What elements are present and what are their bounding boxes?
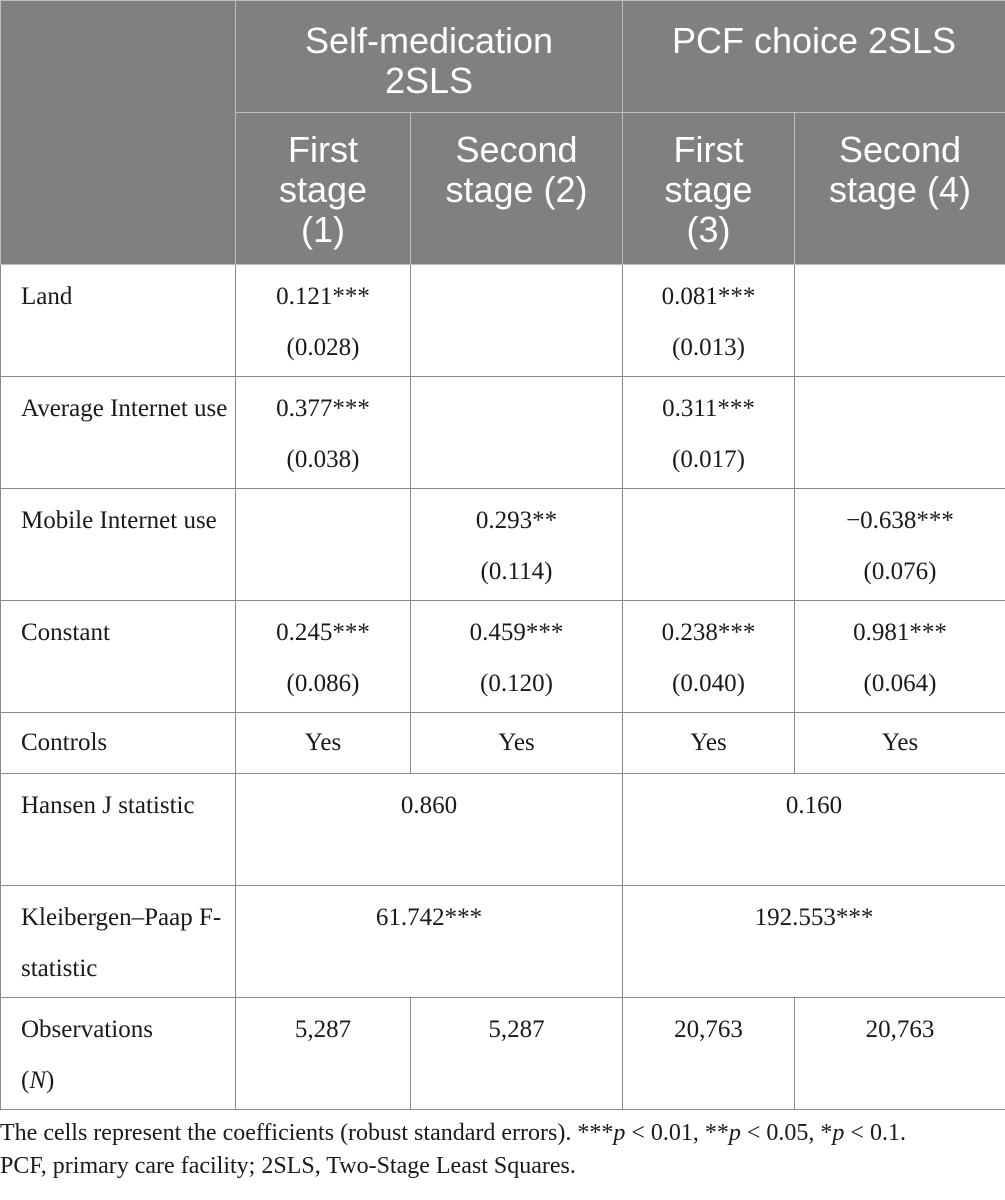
table-row-controls bbox=[1, 713, 1005, 774]
cell-constant-3 bbox=[623, 601, 795, 713]
coef: 0.238*** bbox=[661, 619, 756, 646]
std-error: (0.017) bbox=[672, 446, 745, 473]
table-row-observations bbox=[1, 998, 1005, 1110]
table-row-average-internet bbox=[1, 377, 1005, 489]
cell-controls-3: Yes bbox=[623, 713, 795, 774]
coef: 0.377*** bbox=[276, 395, 370, 422]
cell-obs-1: 5,287 bbox=[236, 998, 411, 1110]
std-error: (0.038) bbox=[286, 446, 360, 473]
coef: 0.459*** bbox=[469, 619, 564, 646]
cell-controls-2: Yes bbox=[411, 713, 623, 774]
cell-obs-2: 5,287 bbox=[411, 998, 623, 1110]
row-label-controls: Controls bbox=[1, 713, 236, 774]
cell-land-1 bbox=[236, 265, 411, 377]
std-error: (0.013) bbox=[672, 334, 745, 361]
header-self-medication bbox=[236, 1, 623, 113]
observations-n-label: (N) bbox=[21, 1067, 55, 1094]
table-row-kleibergen-paap bbox=[1, 886, 1005, 998]
coef: 0.293** bbox=[475, 507, 558, 534]
header-col-3 bbox=[623, 113, 795, 265]
header-col-1 bbox=[236, 113, 411, 265]
header-col-2-text: Second stage (2) bbox=[445, 129, 588, 210]
row-label-average-internet: Average Internet use bbox=[1, 377, 236, 489]
n-symbol: N bbox=[29, 1067, 47, 1094]
row-label-observations bbox=[1, 998, 236, 1110]
coef: 0.311*** bbox=[662, 395, 755, 422]
header-col-3-text: First stage (3) bbox=[664, 129, 753, 250]
footnote-p: p bbox=[728, 1120, 741, 1146]
table-row-constant bbox=[1, 601, 1005, 713]
cell-mobile-internet-1 bbox=[236, 489, 411, 601]
cell-hansen-self-medication: 0.860 bbox=[236, 774, 623, 886]
table-footnote bbox=[0, 1117, 1005, 1183]
cell-controls-4: Yes bbox=[795, 713, 1005, 774]
cell-avg-internet-1 bbox=[236, 377, 411, 489]
coef: 0.121*** bbox=[276, 283, 370, 310]
footnote-text: < 0.1. bbox=[844, 1120, 906, 1146]
header-col-4 bbox=[795, 113, 1005, 265]
header-pcf-choice-text: PCF choice 2SLS bbox=[671, 20, 957, 61]
std-error: (0.114) bbox=[480, 558, 553, 585]
std-error: (0.076) bbox=[863, 558, 937, 585]
cell-hansen-pcf-choice: 0.160 bbox=[623, 774, 1005, 886]
observations-label: Observations bbox=[21, 1016, 153, 1043]
std-error: (0.028) bbox=[286, 334, 360, 361]
row-label-kleibergen-paap: Kleibergen–Paap F-statistic bbox=[1, 886, 236, 998]
header-corner bbox=[1, 1, 236, 265]
header-col-4-text: Second stage (4) bbox=[828, 129, 972, 210]
cell-obs-4: 20,763 bbox=[795, 998, 1005, 1110]
header-col-1-text: First stage (1) bbox=[278, 129, 368, 250]
std-error: (0.120) bbox=[480, 670, 553, 697]
std-error: (0.040) bbox=[672, 670, 745, 697]
footnote-line-2: PCF, primary care facility; 2SLS, Two-Stage Least Squares. bbox=[0, 1153, 576, 1179]
footnote-text: The cells represent the coefficients (robust standard errors). *** bbox=[0, 1120, 614, 1146]
cell-land-3 bbox=[623, 265, 795, 377]
cell-constant-2 bbox=[411, 601, 623, 713]
cell-kp-self-medication: 61.742*** bbox=[236, 886, 623, 998]
header-col-2 bbox=[411, 113, 623, 265]
table-row-land bbox=[1, 265, 1005, 377]
footnote-line-1 bbox=[0, 1117, 1005, 1150]
cell-mobile-internet-2 bbox=[411, 489, 623, 601]
footnote-text: < 0.05, * bbox=[740, 1120, 833, 1146]
coef: 0.981*** bbox=[853, 619, 947, 646]
cell-mobile-internet-3 bbox=[623, 489, 795, 601]
footnote-text: < 0.01, ** bbox=[625, 1120, 729, 1146]
cell-controls-1: Yes bbox=[236, 713, 411, 774]
cell-avg-internet-4 bbox=[795, 377, 1005, 489]
table-row-hansen bbox=[1, 774, 1005, 886]
row-label-mobile-internet: Mobile Internet use bbox=[1, 489, 236, 601]
coef: 0.081*** bbox=[661, 283, 756, 310]
cell-mobile-internet-4 bbox=[795, 489, 1005, 601]
cell-obs-3: 20,763 bbox=[623, 998, 795, 1110]
cell-constant-1 bbox=[236, 601, 411, 713]
std-error: (0.064) bbox=[863, 670, 937, 697]
cell-constant-4 bbox=[795, 601, 1005, 713]
coef: 0.245*** bbox=[276, 619, 370, 646]
row-label-land: Land bbox=[1, 265, 236, 377]
cell-land-2 bbox=[411, 265, 623, 377]
footnote-p: p bbox=[613, 1120, 626, 1146]
row-label-constant: Constant bbox=[1, 601, 236, 713]
cell-kp-pcf-choice: 192.553*** bbox=[623, 886, 1005, 998]
footnote-p: p bbox=[832, 1120, 845, 1146]
coef: −0.638*** bbox=[846, 507, 954, 534]
std-error: (0.086) bbox=[286, 670, 360, 697]
cell-avg-internet-2 bbox=[411, 377, 623, 489]
cell-land-4 bbox=[795, 265, 1005, 377]
row-label-hansen: Hansen J statistic bbox=[1, 774, 236, 886]
header-self-medication-text: Self-medication 2SLS bbox=[304, 20, 554, 101]
table-row-mobile-internet bbox=[1, 489, 1005, 601]
header-pcf-choice bbox=[623, 1, 1005, 113]
cell-avg-internet-3 bbox=[623, 377, 795, 489]
